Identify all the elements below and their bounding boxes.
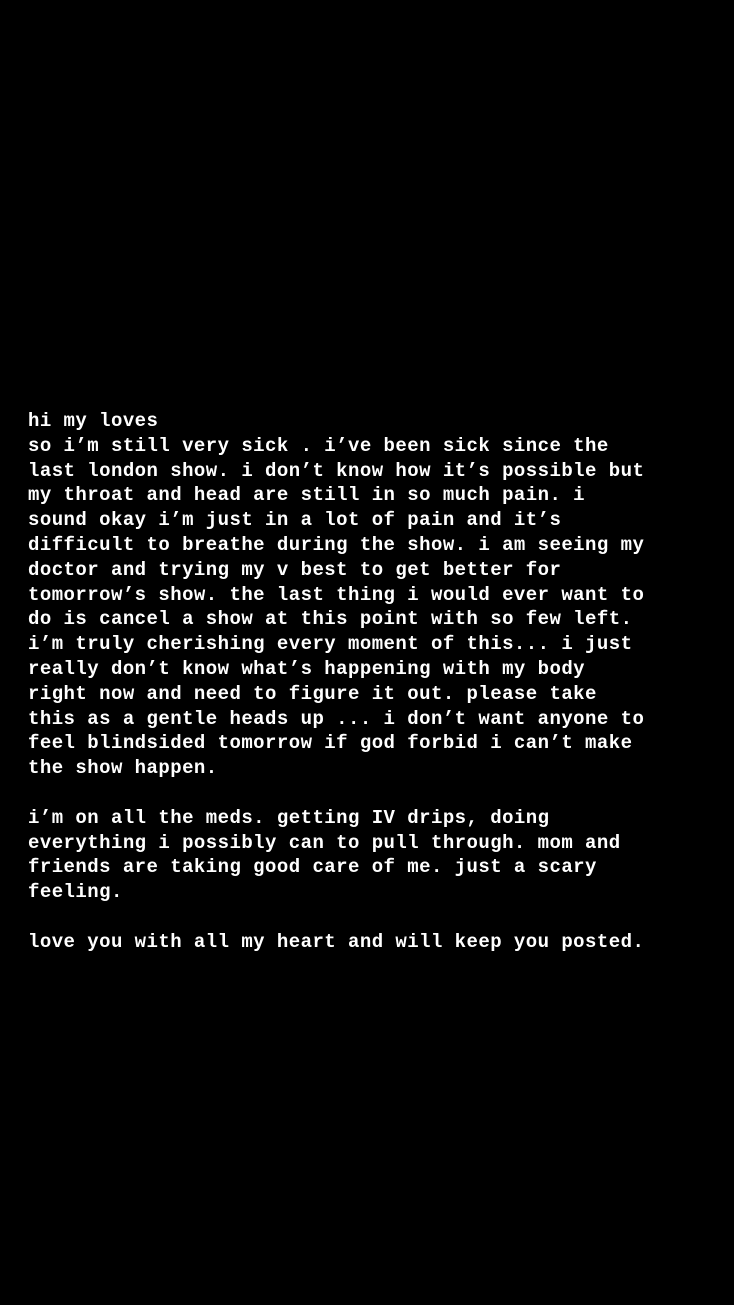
text-line: tomorrow’s show. the last thing i would ever want to bbox=[28, 583, 645, 606]
text-line: feeling. bbox=[28, 881, 123, 904]
text-line: hi my loves bbox=[28, 410, 159, 432]
text-line: really don’t know what’s happening with my body bbox=[28, 657, 586, 680]
text-line: last london show. i don’t know how it’s possible but bbox=[28, 459, 645, 482]
text-line: feel blindsided tomorrow if god forbid i can’t make bbox=[28, 732, 633, 755]
paragraph-1 bbox=[28, 409, 718, 781]
story-text-block bbox=[28, 409, 718, 955]
text-line: so i’m still very sick . i’ve been sick since the bbox=[28, 434, 609, 457]
text-line: doctor and trying my v best to get better for bbox=[28, 558, 562, 581]
text-line: love you with all my heart and will keep you posted. bbox=[28, 930, 645, 953]
text-line: difficult to breathe during the show. i am seeing my bbox=[28, 533, 645, 556]
text-line: everything i possibly can to pull through. mom and bbox=[28, 831, 621, 854]
paragraph-3 bbox=[28, 930, 718, 955]
paragraph-spacer bbox=[28, 781, 718, 806]
paragraph-spacer bbox=[28, 905, 718, 930]
text-line: sound okay i’m just in a lot of pain and it’s bbox=[28, 509, 562, 532]
paragraph-2 bbox=[28, 806, 718, 905]
text-line: this as a gentle heads up ... i don’t want anyone to bbox=[28, 707, 645, 730]
text-line: right now and need to figure it out. please take bbox=[28, 682, 597, 705]
text-line: my throat and head are still in so much pain. i bbox=[28, 484, 586, 507]
text-line: do is cancel a show at this point with so few left. bbox=[28, 608, 633, 631]
text-line: the show happen. bbox=[28, 757, 218, 780]
text-line: friends are taking good care of me. just a scary bbox=[28, 856, 597, 879]
text-line: i’m truly cherishing every moment of this... i just bbox=[28, 633, 633, 656]
text-line: i’m on all the meds. getting IV drips, doing bbox=[28, 806, 550, 829]
